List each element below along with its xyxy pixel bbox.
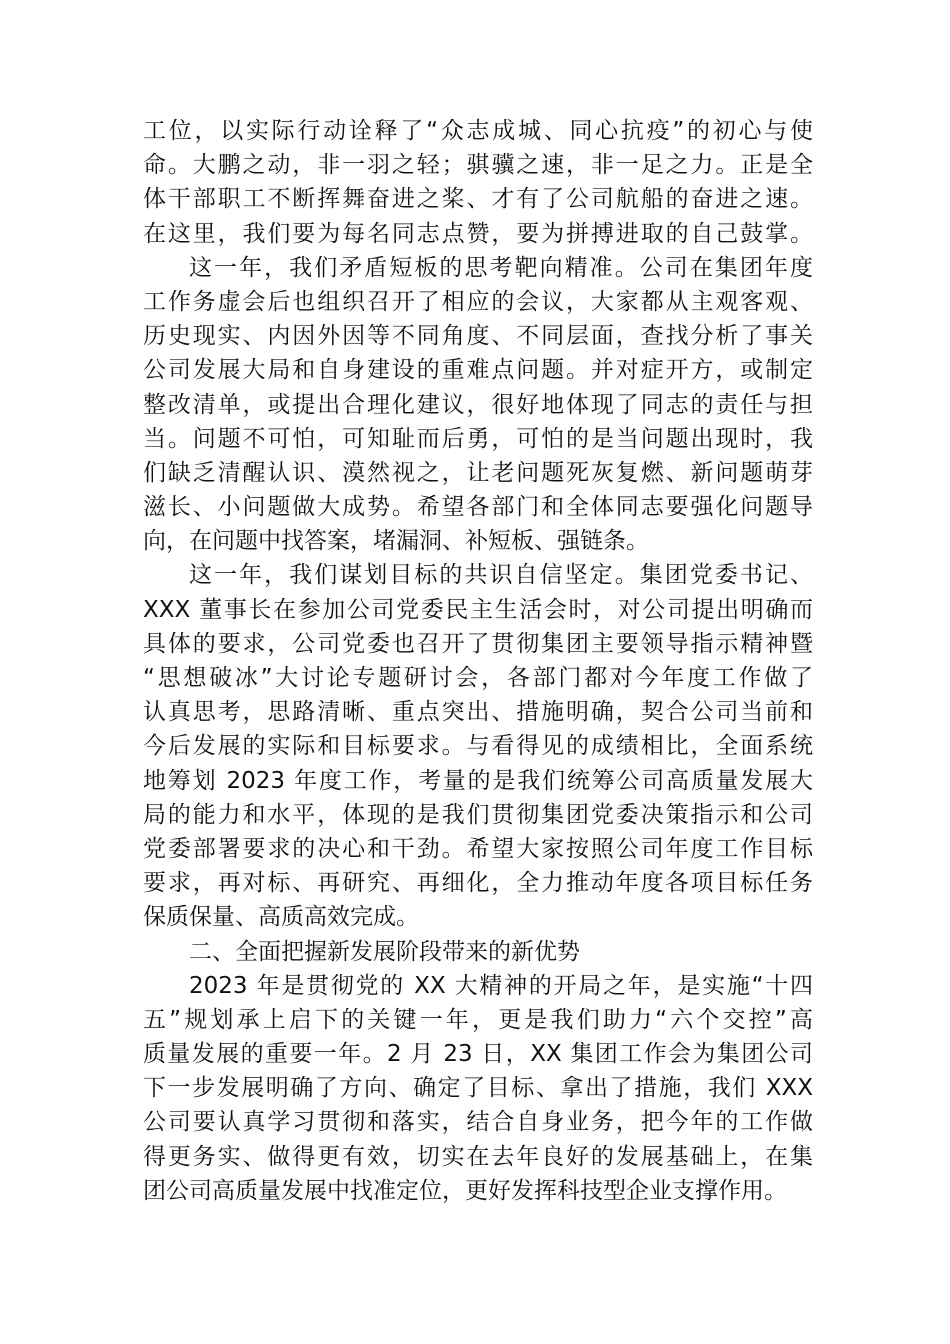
text-line: 五”规划承上启下的关键一年，更是我们助力“六个交控”高: [143, 1006, 813, 1033]
paragraph-first-line: 这一年，我们矛盾短板的思考靶向精准。公司在集团年度: [189, 254, 813, 281]
text-line: 得更务实、做得更有效，切实在去年良好的发展基础上，在集: [143, 1143, 813, 1170]
text-line: 整改清单，或提出合理化建议，很好地体现了同志的责任与担: [143, 391, 813, 418]
text-line: 在这里，我们要为每名同志点赞，要为拼搏进取的自己鼓掌。: [143, 220, 813, 247]
text-line: 历史现实、内因外因等不同角度、不同层面，查找分析了事关: [143, 323, 813, 350]
document-body: [143, 114, 813, 1208]
text-line: 当。问题不可怕，可知耻而后勇，可怕的是当问题出现时，我: [143, 425, 813, 452]
text-line: 保质保量、高质高效完成。: [143, 904, 419, 931]
text-line: 体干部职工不断挥舞奋进之桨、才有了公司航船的奋进之速。: [143, 186, 813, 213]
text-line: 要求，再对标、再研究、再细化，全力推动年度各项目标任务: [143, 870, 813, 897]
text-line: 下一步发展明确了方向、确定了目标、拿出了措施，我们 XXX: [143, 1075, 813, 1102]
text-line: 地筹划 2023 年度工作，考量的是我们统筹公司高质量发展大: [143, 767, 813, 794]
text-line: 质量发展的重要一年。2 月 23 日，XX 集团工作会为集团公司: [143, 1041, 813, 1068]
text-line: 公司发展大局和自身建设的重难点问题。并对症开方，或制定: [143, 357, 813, 384]
text-line: 具体的要求，公司党委也召开了贯彻集团主要领导指示精神暨: [143, 630, 813, 657]
text-line: 公司要认真学习贯彻和落实，结合自身业务，把今年的工作做: [143, 1109, 813, 1136]
text-line: 工作务虚会后也组织召开了相应的会议，大家都从主观客观、: [143, 288, 813, 315]
text-line: 滋长、小问题做大成势。希望各部门和全体同志要强化问题导: [143, 494, 813, 521]
text-line: 认真思考，思路清晰、重点突出、措施明确，契合公司当前和: [143, 699, 813, 726]
text-line: “思想破冰”大讨论专题研讨会，各部门都对今年度工作做了: [143, 665, 813, 691]
text-line: 工位，以实际行动诠释了“众志成城、同心抗疫”的初心与使: [143, 118, 813, 144]
text-line: 向，在问题中找答案，堵漏洞、补短板、强链条。: [143, 528, 649, 555]
text-line: 们缺乏清醒认识、漠然视之，让老问题死灰复燃、新问题萌芽: [143, 459, 813, 486]
text-line: XXX 董事长在参加公司党委民主生活会时，对公司提出明确而: [143, 596, 813, 623]
text-line: 团公司高质量发展中找准定位，更好发挥科技型企业支撑作用。: [143, 1177, 787, 1204]
paragraph-first-line: 2023 年是贯彻党的 XX 大精神的开局之年，是实施“十四: [189, 972, 813, 999]
section-heading: 二、全面把握新发展阶段带来的新优势: [189, 938, 580, 965]
text-line: 今后发展的实际和目标要求。与看得见的成绩相比，全面系统: [143, 733, 813, 760]
text-line: 局的能力和水平，体现的是我们贯彻集团党委决策指示和公司: [143, 801, 813, 828]
paragraph-first-line: 这一年，我们谋划目标的共识自信坚定。集团党委书记、: [189, 562, 813, 589]
text-line: 党委部署要求的决心和干劲。希望大家按照公司年度工作目标: [143, 835, 813, 862]
text-line: 命。大鹏之动，非一羽之轻；骐骥之速，非一足之力。正是全: [143, 152, 813, 179]
